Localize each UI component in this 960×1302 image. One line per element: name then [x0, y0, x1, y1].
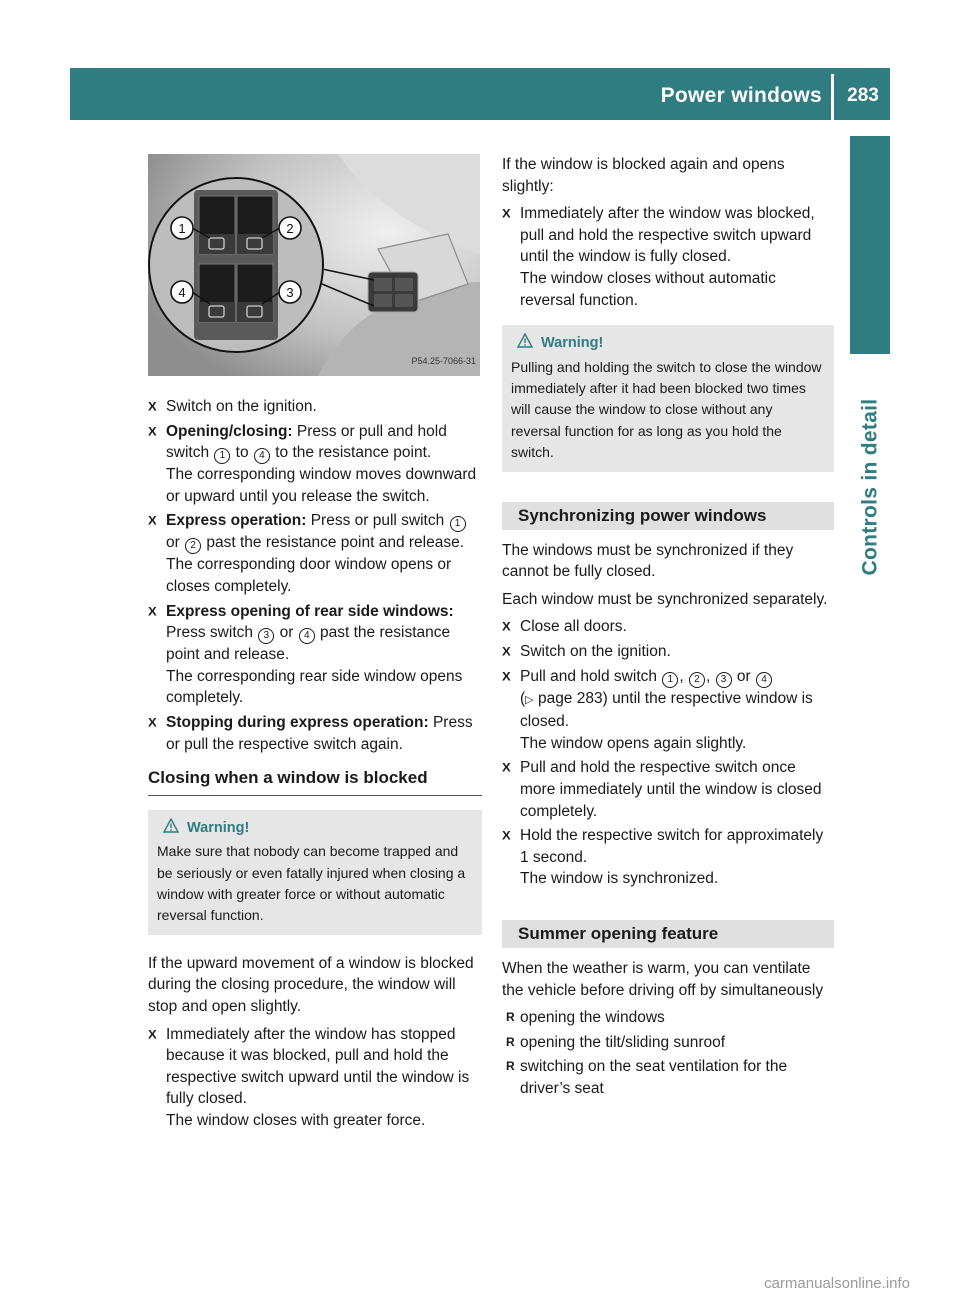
- window-switch-figure: [148, 154, 480, 376]
- step-text: X Immediately after the window has stopped because it was blocked, pull and hold the respective switch upward until the window is fully closed.: [166, 1025, 470, 1108]
- step-lead: Opening/closing:: [166, 422, 293, 440]
- callout-2: [279, 217, 301, 239]
- switch-ref-3: 3: [716, 672, 732, 688]
- svg-text:2: 2: [286, 221, 294, 236]
- step-lead: Stopping during express operation:: [166, 713, 429, 731]
- callout-4: [171, 281, 193, 303]
- step-text: past the resistance point and release.: [166, 624, 451, 664]
- step-text: to: [231, 444, 253, 462]
- warning-icon: [517, 333, 533, 354]
- section-summer-heading: [502, 920, 834, 948]
- switch-ref-1: 1: [214, 448, 230, 464]
- side-tab-label: Controls in detail: [858, 398, 882, 576]
- bullet-item: R opening the windows: [502, 1007, 834, 1029]
- warning-box-left: [148, 810, 482, 935]
- subheading-closing-blocked: Closing when a window is blocked: [148, 767, 482, 796]
- step-express-rear: [148, 601, 482, 709]
- step-text: Press or pull the respective switch again.: [166, 713, 473, 753]
- callout-1: [171, 217, 193, 239]
- footer-watermark: carmanualsonline.info: [764, 1275, 910, 1292]
- step-opening-closing: [148, 421, 482, 508]
- bullet-item: R switching on the seat ventilation for the driver’s seat: [502, 1056, 834, 1099]
- step-text: or: [166, 534, 185, 552]
- switch-ref-4: 4: [254, 448, 270, 464]
- left-column: [148, 154, 482, 1135]
- summer-para: When the weather is warm, you can ventilate the vehicle before driving off by simultaneously: [502, 959, 824, 999]
- page-header: [70, 68, 890, 120]
- switch-ref-1: 1: [450, 516, 466, 532]
- page-number: 283: [847, 85, 879, 106]
- switch-panel-illustration: [148, 154, 480, 376]
- step-text: X Hold the respective switch for approximately 1 second.: [520, 827, 824, 866]
- warning-text: Make sure that nobody can become trapped and be seriously or even fatally injured when closing a window with greater force or without automatic reversal function.: [157, 843, 466, 924]
- warning-title: Warning!: [187, 819, 250, 836]
- step-close-doors: [502, 616, 834, 638]
- step-text: Pull and hold switch: [520, 667, 662, 685]
- step-text: Press switch: [166, 624, 258, 642]
- step-text: or: [732, 667, 755, 685]
- step-result: The window opens again slightly.: [520, 734, 747, 752]
- step-text: X Close all doors.: [520, 618, 627, 636]
- chapter-title: Power windows: [660, 84, 822, 107]
- step-result: The corresponding door window opens or closes completely.: [166, 556, 452, 595]
- blocked-again-intro: If the window is blocked again and opens slightly:: [502, 156, 785, 195]
- header-divider: [831, 74, 834, 120]
- svg-text:4: 4: [178, 285, 186, 300]
- bullet-item: R opening the tilt/sliding sunroof: [502, 1032, 834, 1054]
- step-text: or: [275, 624, 298, 642]
- step-pull-once-more: [502, 757, 834, 822]
- step-text: ,: [679, 667, 688, 685]
- section-sync-heading: [502, 502, 834, 530]
- step-result: The window closes with greater force.: [166, 1111, 426, 1129]
- switch-ref-4: 4: [756, 672, 772, 688]
- section-title: Summer opening feature: [518, 923, 719, 943]
- step-lead: Express opening of rear side windows:: [166, 602, 454, 620]
- step-text: Press or pull and hold switch: [166, 422, 447, 462]
- step-result: The corresponding rear side window opens completely.: [166, 667, 463, 707]
- step-text: Switch on the ignition.: [166, 398, 317, 415]
- svg-text:1: 1: [178, 221, 186, 236]
- step-result: The corresponding window moves downward or upward until you release the switch.: [166, 466, 477, 505]
- sync-para-1: The windows must be synchronized if they cannot be fully closed.: [502, 541, 794, 581]
- warning-text: Pulling and holding the switch to close the window immediately after it had been blocked two times will cause the window to close without any reversal function for as long as you hold the switch.: [511, 358, 822, 461]
- step-result: The window closes without automatic reversal function.: [520, 269, 776, 309]
- step-ignition-on: [502, 641, 834, 663]
- step-hold-one-second: [502, 825, 834, 890]
- sync-para-2: Each window must be synchronized separately.: [502, 590, 828, 608]
- step-result: The window is synchronized.: [520, 870, 719, 888]
- switch-ref-1: 1: [662, 672, 678, 688]
- side-tab: [850, 136, 890, 354]
- step-text: ,: [705, 667, 715, 685]
- step-express-operation: [148, 510, 482, 597]
- blocked-paragraph: If the upward movement of a window is blocked during the closing procedure, the window will stop and open slightly.: [148, 954, 474, 1015]
- step-text: X Pull and hold the respective switch once more immediately until the window is closed completely.: [520, 759, 822, 820]
- step-text: X Switch on the ignition.: [520, 642, 671, 660]
- step-blocked-again: [502, 203, 834, 311]
- step-stopping-express: [148, 712, 482, 755]
- page-reference[interactable]: page 283) until the respective window is closed.: [520, 689, 813, 731]
- step-pull-hold-switch: X Pull and hold switch 1 , 2 , 3 or 4 (▷ page 283) until the respective window is closed. The window opens again slightly.: [502, 666, 834, 755]
- switch-ref-3: 3: [258, 628, 274, 644]
- figure-reference-code: P54.25-7066-31: [411, 356, 476, 367]
- section-title: Synchronizing power windows: [518, 505, 767, 525]
- step-text: to the resistance point.: [270, 444, 432, 462]
- switch-ref-4: 4: [299, 628, 315, 644]
- svg-text:3: 3: [286, 285, 294, 300]
- warning-icon: [163, 818, 179, 839]
- step-lead: Express operation:: [166, 512, 307, 530]
- warning-box-right: [502, 325, 834, 471]
- right-column: [502, 154, 834, 1102]
- step-text: X Immediately after the window was blocked, pull and hold the respective switch upward until the window is fully closed.: [520, 205, 815, 266]
- switch-ref-2: 2: [185, 538, 201, 554]
- step-text: Press or pull switch: [306, 512, 449, 530]
- callout-3: [279, 281, 301, 303]
- side-tab-label-wrap: [853, 398, 887, 576]
- step-immediately-after-stop: [148, 1024, 482, 1132]
- step-switch-on-ignition: [148, 396, 482, 418]
- warning-title: Warning!: [541, 335, 604, 352]
- switch-ref-2: 2: [689, 672, 705, 688]
- page-ref-arrow-icon: ▷: [525, 693, 534, 706]
- step-text: past the resistance point and release.: [202, 534, 465, 552]
